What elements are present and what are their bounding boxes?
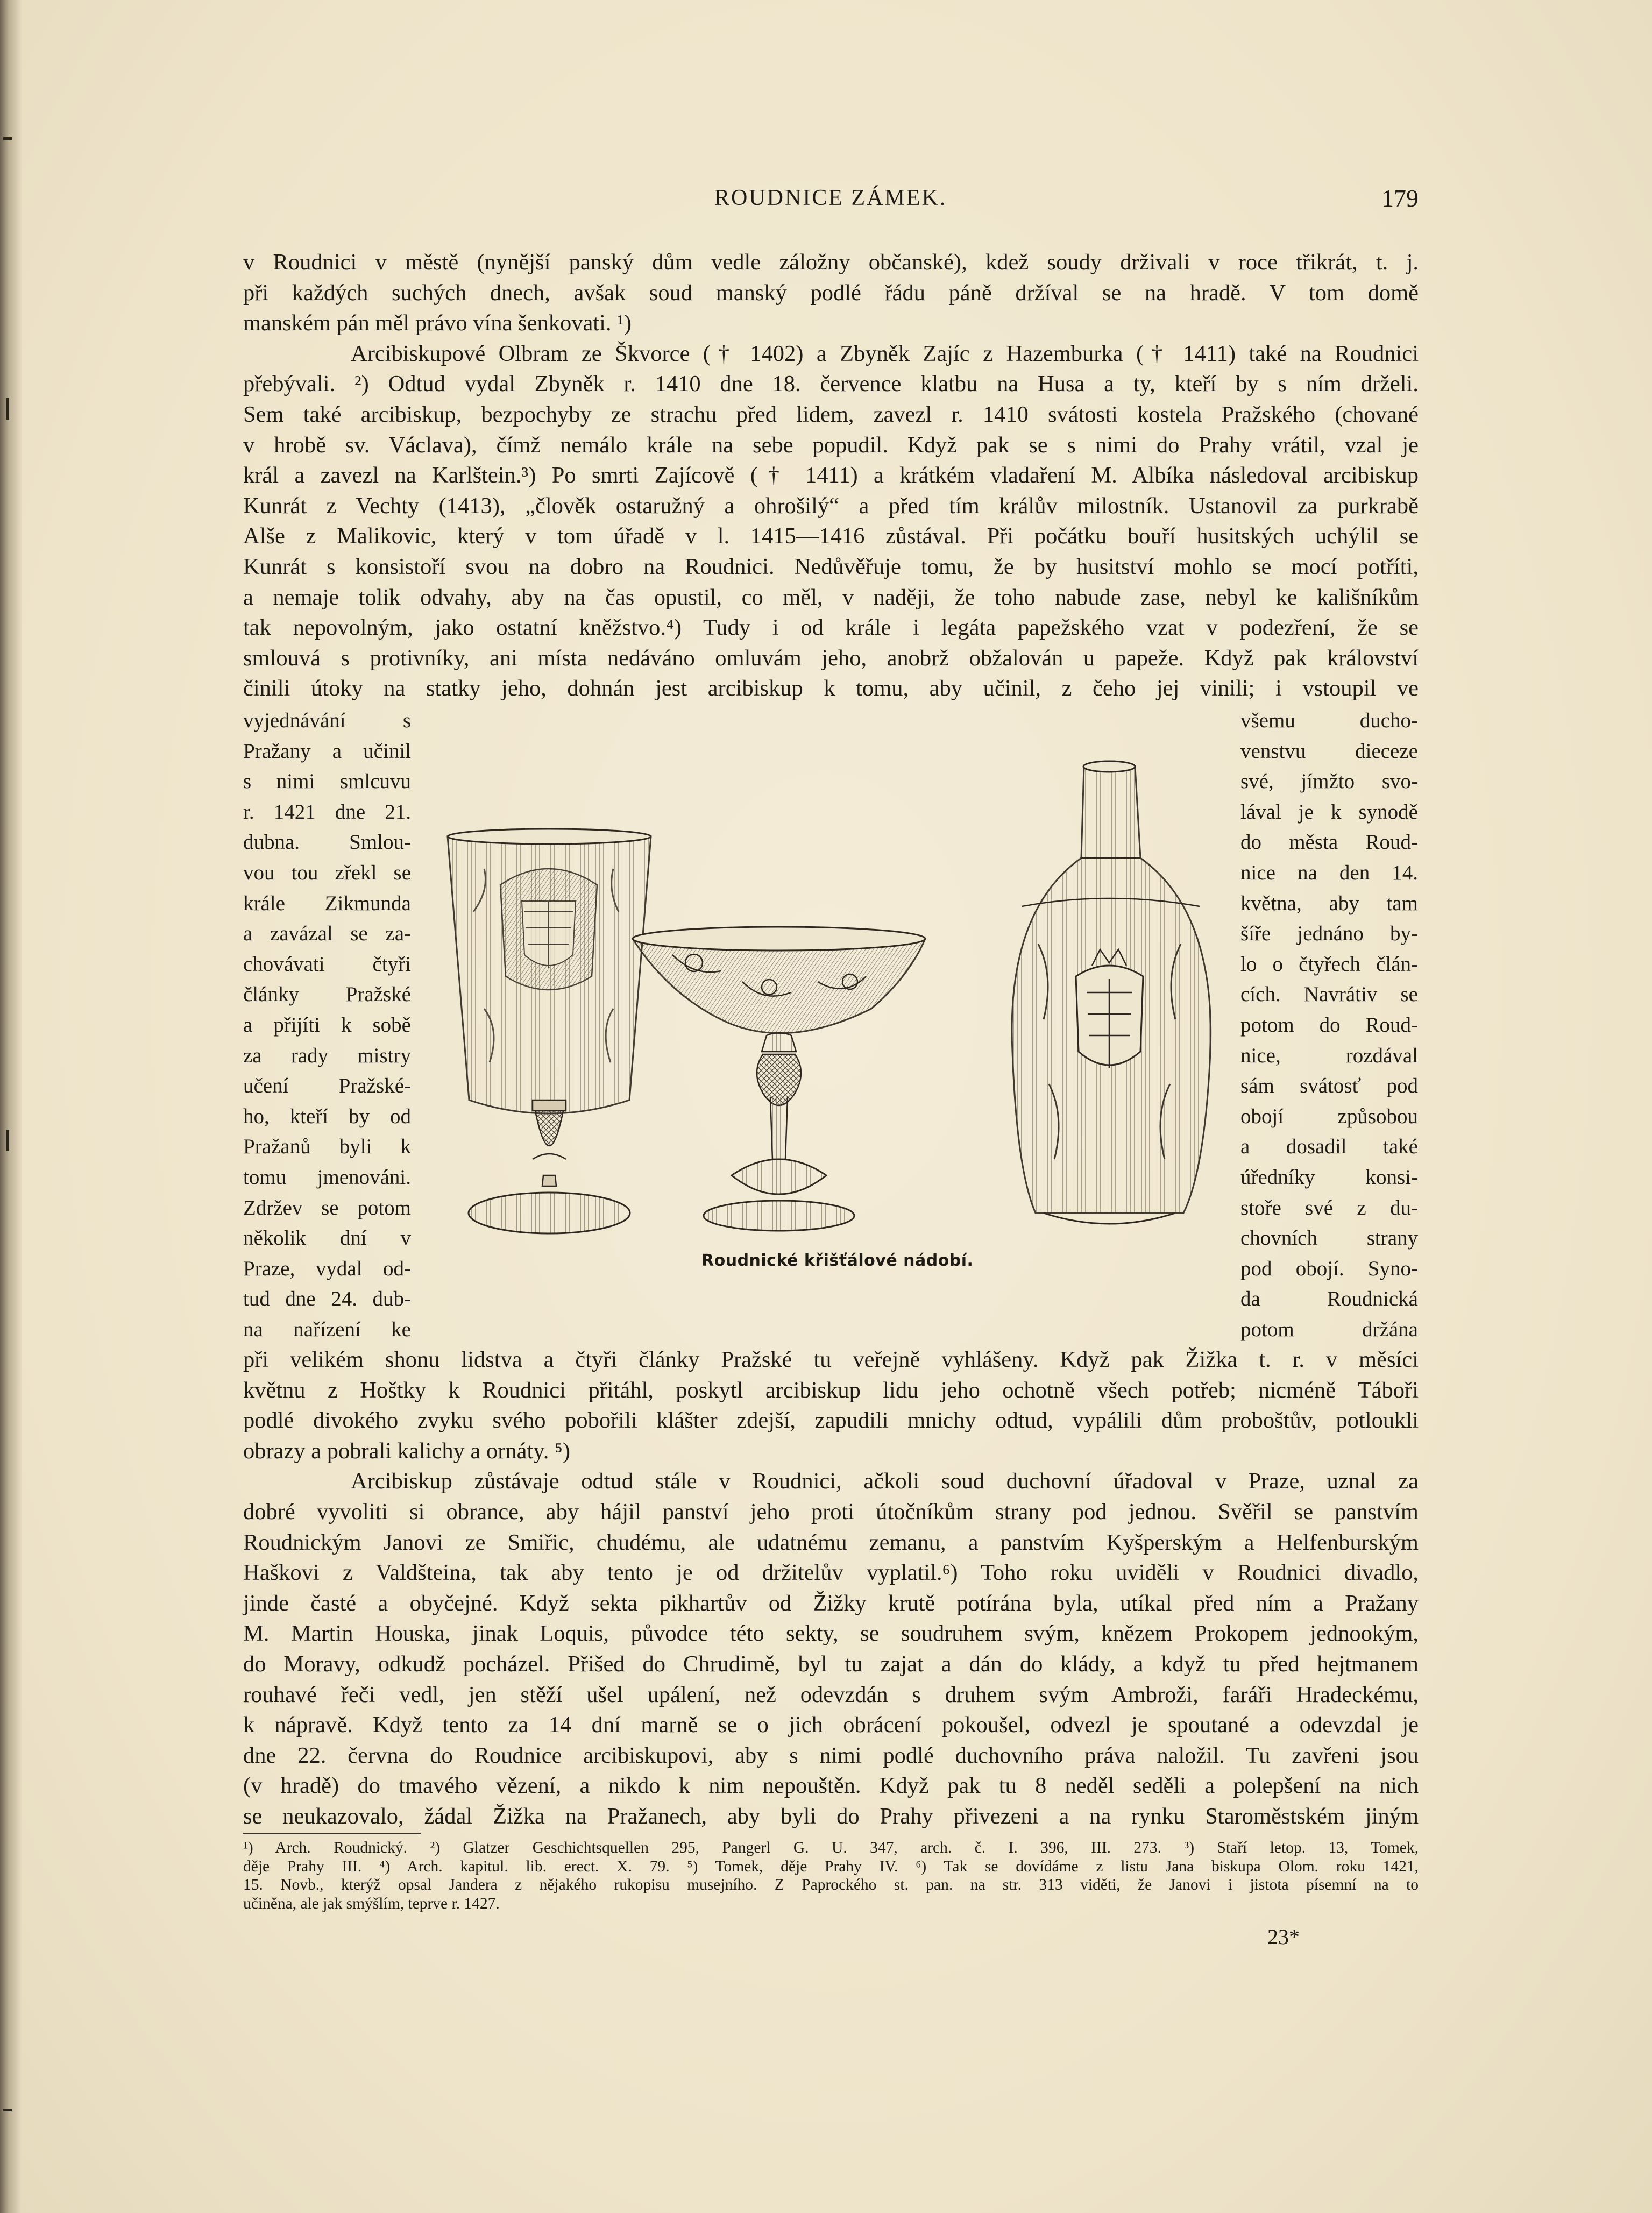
text-line: všemu ducho- <box>1240 709 1418 732</box>
text-line: tomu jmenováni. <box>243 1165 411 1189</box>
text-line: vyjednávání s <box>243 709 411 732</box>
text-line: Sem také arcibiskup, bezpochyby ze strachu před lidem, zavezl r. 1410 svátosti kostela Pražského (chované <box>243 401 1419 427</box>
binding-gutter <box>0 0 22 2213</box>
text-line: několik dní v <box>243 1226 411 1250</box>
text-line: do Moravy, odkudž pocházel. Přišed do Chrudimě, byl tu zajat a dán do klády, a když tu před hejtmanem <box>243 1651 1419 1677</box>
text-line: rouhavé řeči vedl, jen stěží ušel upálení, než odevzdán s druhem svým Ambroži, faráři Hradeckému, <box>243 1682 1419 1707</box>
text-line: květnu z Hoštky k Roudnici přitáhl, poskytl arcibiskup lidu jeho ochotně všech potřeb; nicméně Táboři <box>243 1377 1419 1403</box>
scan-mark <box>6 1130 9 1151</box>
text-line: a přijíti k sobě <box>243 1013 411 1037</box>
text-line: nice, rozdával <box>1240 1044 1418 1067</box>
figure-caption: Roudnické křišťálové nádobí. <box>701 1251 974 1270</box>
left-column <box>243 706 411 1345</box>
text-line: Alše z Malikovic, který v tom úřadě v l. 1415—1416 zůstával. Při počátku bouří husitských uchýlil se <box>243 523 1419 549</box>
text-line: smlouvá s protivníky, ani místa nedáváno omluvám jeho, anobrž obžalován u papeže. Když pak království <box>243 645 1419 671</box>
signature-mark: 23* <box>1267 1925 1300 1949</box>
text-line: Praze, vydal od- <box>243 1257 411 1280</box>
text-line: potom držána <box>1240 1317 1418 1341</box>
tazza-drawing <box>633 927 925 1231</box>
text-line: král a zavezl na Karlštein.³) Po smrti Zajícově († 1411) a krátkém vladaření M. Albíka následoval arcibiskup <box>243 463 1419 488</box>
text-line: chovních strany <box>1240 1226 1418 1250</box>
text-line: dubna. Smlou- <box>243 831 411 854</box>
text-line: úředníky konsi- <box>1240 1165 1418 1189</box>
text-line: Kunrát s konsistoří svou na dobro na Roudnici. Nedůvěřuje tomu, že by husitství mohlo se mocí potříti, <box>243 554 1419 579</box>
text-line: lával je k synodě <box>1240 800 1418 824</box>
text-line: stoře své z du- <box>1240 1196 1418 1219</box>
text-line: přebývali. ²) Odtud vydal Zbyněk r. 1410 dne 18. července klatbu na Husa a ty, kteří by s ním drželi. <box>243 371 1419 397</box>
text-line: a dosadil také <box>1240 1135 1418 1159</box>
text-line: v Roudnici v městě (nynější panský dům vedle záložny občanské), kdež soudy drživali v roce třikrát, t. j. <box>243 250 1419 275</box>
right-column <box>1240 706 1418 1345</box>
bottle-drawing <box>1012 761 1211 1224</box>
page-number: 179 <box>1381 185 1419 212</box>
text-line: učení Pražské- <box>243 1074 411 1098</box>
text-line: a nemaje tolik odvahy, aby na čas opustil, co měl, v naději, že toho nabude zase, nebyl ke kališníkům <box>243 584 1419 610</box>
text-line: sám svátosť pod <box>1240 1074 1418 1098</box>
footnotes <box>243 1839 1419 1913</box>
text-line: potom do Roud- <box>1240 1013 1418 1037</box>
goblet-drawing <box>448 829 651 1233</box>
text-line: krále Zikmunda <box>243 891 411 915</box>
scan-mark <box>6 398 9 420</box>
text-line: venstvu dieceze <box>1240 739 1418 763</box>
text-line: r. 1421 dne 21. <box>243 800 411 824</box>
body-top <box>243 247 1419 704</box>
text-line: M. Martin Houska, jinak Loquis, původce této sekty, se soudruhem svým, knězem Prokopem jednookým, <box>243 1621 1419 1647</box>
text-line: Pražanů byli k <box>243 1135 411 1159</box>
text-line: nice na den 14. <box>1240 861 1418 884</box>
footnote-line: ¹) Arch. Roudnický. ²) Glatzer Geschichtsquellen 295, Pangerl G. U. 347, arch. č. I. 396, III. 273. ³) Staří letop. 13, Tomek, <box>243 1839 1419 1856</box>
footnote-line: děje Prahy III. ⁴) Arch. kapitul. lib. erect. X. 79. ⁵) Tomek, děje Prahy IV. ⁶) Tak se dovídáme z listu Jana biskupa Olom. roku 1421, <box>243 1857 1419 1875</box>
text-line: vou tou zřekl se <box>243 861 411 884</box>
text-line: podlé divokého zvyku svého pobořili klášter zdejší, zapudili mnichy odtud, vypálili dům proboštův, potloukli <box>243 1408 1419 1434</box>
text-line: dobré vyvoliti si obrance, aby hájil panství jeho proti útočníkům strany pod jednou. Svěřil se panstvím <box>243 1499 1419 1524</box>
text-line: své, jímžto svo- <box>1240 770 1418 793</box>
text-line: Haškovi z Valdšteina, tak aby tento je od držitelův vyplatil.⁶) Toho roku uviděli v Roudnici divadlo, <box>243 1560 1419 1586</box>
text-line: pod obojí. Syno- <box>1240 1257 1418 1280</box>
text-line: činili útoky na statky jeho, dohnán jest arcibiskup k tomu, aby učinil, z čeho jej vinili; i vstoupil ve <box>243 676 1419 701</box>
footnote-rule <box>243 1833 421 1834</box>
text-line: Arcibiskupové Olbram ze Škvorce († 1402) a Zbyněk Zajíc z Hazemburka († 1411) také na Roudnici <box>351 341 1419 366</box>
text-line: Zdržev se potom <box>243 1196 411 1219</box>
running-head: ROUDNICE ZÁMEK. <box>714 186 947 210</box>
text-line: chovávati čtyři <box>243 952 411 976</box>
text-line: Pražany a učinil <box>243 739 411 763</box>
text-line: (v hradě) do tmavého vězení, a nikdo k nim nepouštěn. Když pak tu 8 neděl seděli a polepšení na nich <box>243 1773 1419 1799</box>
text-line: dne 22. června do Roudnice arcibiskupovi, aby s nimi podlé duchovního práva naložil. Tu zavřeni jsou <box>243 1742 1419 1768</box>
text-line: a zavázal se za- <box>243 922 411 946</box>
footnote-line: učiněna, ale jak smýšlím, teprve r. 1427. <box>243 1895 500 1912</box>
text-line: Arcibiskup zůstávaje odtud stále v Roudnici, ačkoli soud duchovní úřadoval v Praze, uznal za <box>351 1469 1419 1494</box>
text-line: při velikém shonu lidstva a čtyři články Pražské tu veřejně vyhlášeny. Když pak Žižka t. r. v měsíci <box>243 1347 1419 1372</box>
text-line: se neukazovalo, žádal Žižka na Pražanech, aby byli do Prahy přivezeni a na rynku Staroměstském jiným <box>243 1803 1419 1829</box>
text-line: ho, kteří by od <box>243 1104 411 1128</box>
text-line: Roudnickým Janovi ze Smiřic, chudému, ale udatnému zemanu, a panstvím Kyšperským a Helfenburským <box>243 1529 1419 1555</box>
text-line: na nařízení ke <box>243 1317 411 1341</box>
text-line: jinde časté a obyčejné. Když sekta pikhartův od Žižky krutě potírána byla, utíkal před ním a Pražany <box>243 1590 1419 1616</box>
scan-mark <box>3 2109 12 2111</box>
text-line: cích. Navrátiv se <box>1240 983 1418 1006</box>
scan-mark <box>3 137 12 140</box>
text-line: za rady mistry <box>243 1044 411 1067</box>
text-line: šíře jednáno by- <box>1240 922 1418 946</box>
text-line: v hrobě sv. Václava), čímž nemálo krále na sebe popudil. Když pak se s nimi do Prahy vrátil, vzal je <box>243 432 1419 458</box>
footnote-line: 15. Novb., kterýž opsal Jandera z nějakého rukopisu musejního. Z Paprockého st. pan. na str. 313 viděti, že Janovi i jistota písemní na to <box>243 1876 1419 1893</box>
text-line: lo o čtyřech člán- <box>1240 952 1418 976</box>
text-line: články Pražské <box>243 983 411 1006</box>
text-line: s nimi smlcuvu <box>243 770 411 793</box>
text-line: tud dne 24. dub- <box>243 1287 411 1311</box>
text-line: da Roudnická <box>1240 1287 1418 1311</box>
text-line: manském pán měl právo vína šenkovati. ¹) <box>243 310 632 336</box>
body-bottom <box>243 1345 1419 1832</box>
text-line: obrazy a pobrali kalichy a ornáty. ⁵) <box>243 1438 570 1464</box>
text-line: do města Roud- <box>1240 831 1418 854</box>
text-line: při každých suchých dnech, avšak soud manský podlé řádu páně držíval se na hradě. V tom domě <box>243 280 1419 306</box>
text-line: obojí způsobou <box>1240 1104 1418 1128</box>
crystal-vessels-illustration <box>441 750 1216 1248</box>
text-line: Kunrát z Vechty (1413), „člověk ostaružný a ohrošilý“ a před tím králův milostník. Ustanovil za purkrabě <box>243 493 1419 519</box>
text-line: tak nepovolným, jako ostatní kněžstvo.⁴) Tudy i od krále i legáta papežského vzat v podezření, že se <box>243 615 1419 641</box>
text-line: května, aby tam <box>1240 891 1418 915</box>
text-line: k nápravě. Když tento za 14 dní marně se o jich obrácení pokoušel, odvezl je spoutané a odevzdal je <box>243 1712 1419 1738</box>
